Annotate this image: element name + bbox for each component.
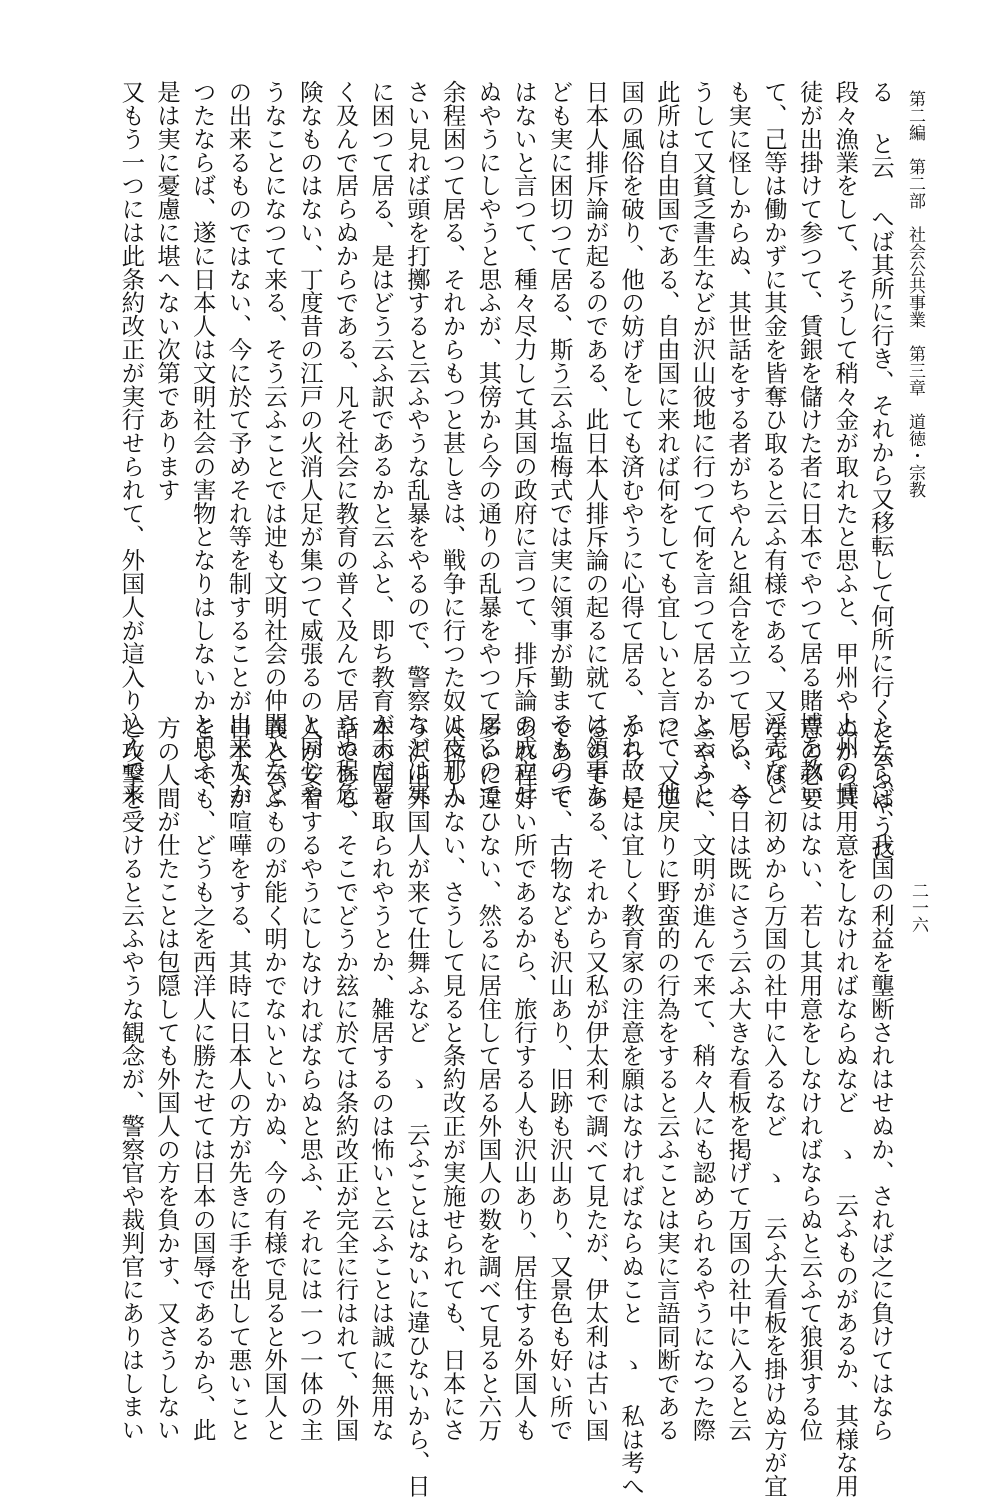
text-column: 本の国を取られやうとか、雑居するのは怖いと云ふことは誠に無用な: [367, 716, 396, 1442]
page-number: 二一六: [908, 882, 928, 933]
text-column: に、又逆戻りに野蛮的の行為をすると云ふことは実に言語同断である: [652, 716, 681, 1442]
text-column: と攻撃を受けると云ふやうな観念が、警察官や裁判官にありはしまい: [117, 716, 146, 1442]
text-column: 多いに違ひない、然るに居住して居る外国人の数を調べて見ると六万: [474, 716, 503, 1442]
text-column: あれ程好い所であるから、旅行する人も沢山あり、居住する外国人も: [510, 716, 538, 1442]
text-column: 又もう一つには此条約改正が実行せられて、外国人が這入り込んで来: [117, 80, 146, 806]
text-column: 方の人間が仕たことは包隠しても外国人の方を負かす、又さうしない: [153, 716, 181, 1442]
text-column: ぬから其用意をしなければならぬなど ゝ 云ふものがあるか、其様な用: [831, 716, 860, 1497]
text-column: 此所は自由国である、自由国に来れば何をしても宜しいと言つて、他: [652, 80, 681, 806]
text-column: 余程困つて居る、それからもつと甚しきは、戦争に行つた奴は支那人: [438, 80, 467, 806]
text-column: つたならば、遂に日本人は文明社会の害物となりはしないかと思ふ、: [188, 80, 217, 806]
text-column: の出来るものではない、今に於て予めそれ等を制することが出来なか: [224, 80, 253, 806]
text-column: る と云 へば其所に行き、それから又移転して何所に行くと云ふやうに: [867, 80, 895, 862]
text-column: から、是は宜しく教育家の注意を願はなければならぬこと ゝ 私は考へ: [617, 716, 646, 1497]
text-column: をしても、どうも之を西洋人に勝たせては日本の国辱であるから、此: [188, 716, 217, 1442]
text-column: 話である、そこでどうか玆に於ては条約改正が完全に行はれて、外国: [331, 716, 360, 1442]
text-column: はないと言つて、種々尽力して其国の政府に言つて、排斥論の成立せ: [510, 80, 538, 806]
text-column: さい見れば頭を打擲すると云ふやうな乱暴をやるので、警察などは実: [402, 80, 431, 806]
text-column: ども実に困切つて居る、斯う云ふ塩梅式では実に領事が勤まるもので: [545, 80, 574, 806]
text-column: 国の風俗を破り、他の妨げをしても済むやうに心得て居る、それ故に: [617, 80, 646, 806]
text-column: ふやうに、文明が進んで来て、稍々人にも認められるやうになつた際: [688, 716, 717, 1442]
text-column: 日本人が喧嘩をする、其時に日本人の方が先きに手を出して悪いこと: [224, 716, 253, 1442]
text-column: 段々漁業をして、そうして稍々金が取れたと思ふと、甲州や上州の博: [831, 80, 860, 806]
text-column: 是は実に憂慮に堪へない次第であります: [153, 80, 181, 502]
text-column: 険なものはない、丁度昔の江戸の火消人足が集つて威張るのと同じや: [295, 80, 324, 806]
text-column: ならば、初めから万国の社中に入るなど ゝ 云ふ大看板を掛けぬ方が宜: [759, 716, 788, 1497]
text-column: るのである、それから又私が伊太利で調べて見たが、伊太利は古い国: [581, 716, 610, 1442]
text-column: 人が安着するやうにしなければならぬと思ふ、それには一つ一体の主: [295, 716, 324, 1442]
text-column: 徒が出掛けて参つて、賃銀を儲けた者に日本でやつて居る賭博を教い: [795, 80, 824, 806]
text-column: 日本人排斥論が起るのである、此日本人排斥論の起るに就ては領事な: [581, 80, 610, 806]
text-column: ぬやうにしやうと思ふが、其傍から今の通りの乱暴をやつて居るので: [474, 80, 503, 806]
text-column: 人位しかない、さうして見ると条約改正が実施せられても、日本にさ: [438, 716, 467, 1442]
text-column: 義と云ふものが能く明かでないといかぬ、今の有様で見ると外国人と: [260, 716, 289, 1442]
text-column: う沢山外国人が来て仕舞ふなど ゝ 云ふことはないに違ひないから、日: [402, 716, 431, 1497]
text-column: て、己等は働かずに其金を皆奪ひ取ると云ふ有様である、又淫売など: [759, 80, 788, 806]
running-header: 第二編 第二部 社会公共事業 第三章 道徳・宗教: [905, 90, 925, 498]
text-column: たならば、我国の利益を壟断されはせぬか、されば之に負けてはなら: [867, 716, 895, 1442]
text-column: も実に怪しからぬ、其世話をする者がちやんと組合を立つて居る、さ: [724, 80, 753, 806]
text-column: うなことになつて来る、そう云ふことでは迚も文明社会の仲間入など: [260, 80, 289, 806]
text-column: に困つて居る、是はどう云ふ訳であるかと云ふと、即ち教育が未だ普: [367, 80, 396, 806]
text-column: うして又貧乏書生などが沢山彼地に行つて何を言つて居るかと云ふと: [688, 80, 717, 806]
text-column: であつて、古物なども沢山あり、旧跡も沢山あり、又景色も好い所で: [545, 716, 574, 1442]
text-column: 意の必要はない、若し其用意をしなければならぬと云ふて狼狽する位: [795, 716, 824, 1442]
text-column: しい、今日は既にさう云ふ大きな看板を掲げて万国の社中に入ると云: [724, 716, 753, 1442]
text-column: く及んで居らぬからである、凡そ社会に教育の普く及んで居らぬ程危: [331, 80, 360, 806]
